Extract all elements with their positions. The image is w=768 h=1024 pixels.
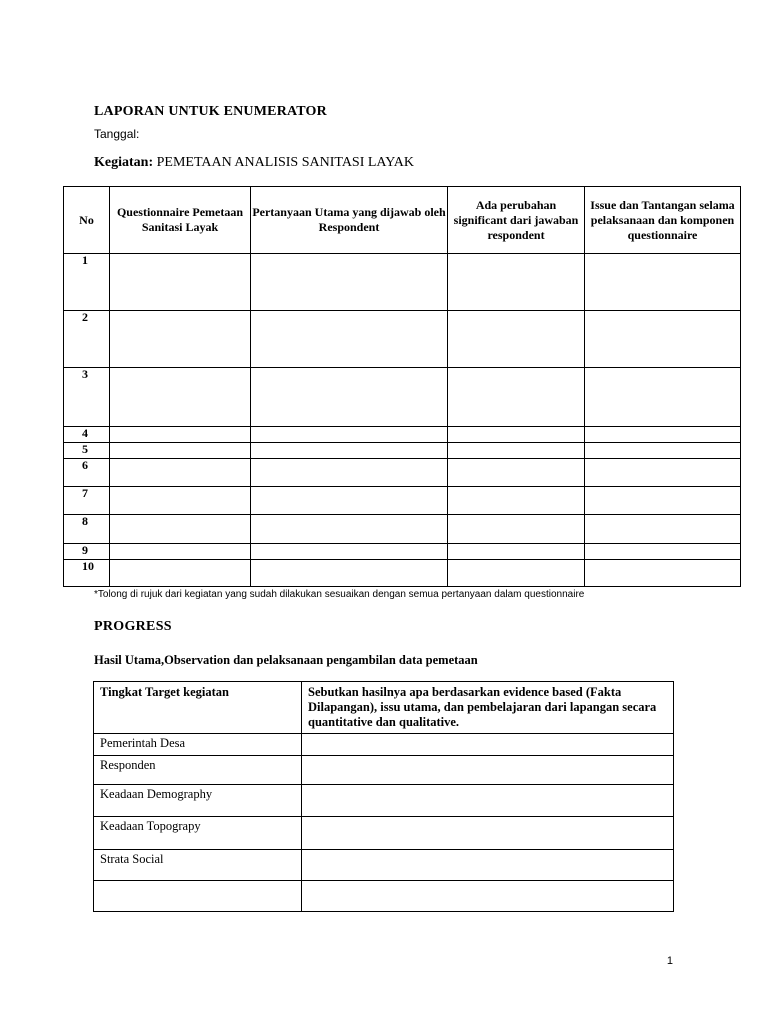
report-title: LAPORAN UNTUK ENUMERATOR [94,104,327,119]
table-cell [251,427,448,443]
footnote: *Tolong di rujuk dari kegiatan yang sudah dilakukan sesuaikan dengan semua pertanyaan dalam questionnaire [94,589,585,600]
table-row [94,734,674,756]
row-number: 4 [64,427,110,443]
row-number: 7 [64,487,110,515]
table-cell [448,254,585,311]
table-cell [110,368,251,427]
table-cell [585,544,741,560]
row-number: 2 [64,311,110,368]
column-header-main-question: Pertanyaan Utama yang dijawab oleh Respondent [251,187,448,254]
table-cell [448,427,585,443]
table-cell [448,443,585,459]
table-row [64,254,741,311]
table-cell [251,254,448,311]
table-row [94,756,674,785]
progress-heading: PROGRESS [94,619,172,634]
table-row [64,544,741,560]
progress-subtitle: Hasil Utama,Observation dan pelaksanaan pengambilan data pemetaan [94,653,478,667]
table-cell [302,817,674,850]
column-header-no: No [64,187,110,254]
target-label: Pemerintah Desa [94,734,302,756]
table-cell [110,459,251,487]
table-cell [110,515,251,544]
table-cell [110,560,251,587]
table-row [64,443,741,459]
activity-name: PEMETAAN ANALISIS SANITASI LAYAK [156,155,415,170]
table-cell [251,515,448,544]
table-cell [110,427,251,443]
table-cell [448,544,585,560]
table-cell [251,544,448,560]
table-header-row [64,187,741,254]
table-cell [251,459,448,487]
column-header-significant-change: Ada perubahan significant dari jawaban respondent [448,187,585,254]
table-cell [448,515,585,544]
activity-label: Kegiatan: [94,155,154,170]
column-header-results: Sebutkan hasilnya apa berdasarkan evidence based (Fakta Dilapangan), issu utama, dan pembelajaran dari lapangan secara quantitative dan qualitative. [302,682,674,734]
row-number: 10 [64,560,110,587]
table-cell [302,881,674,912]
table-cell [585,254,741,311]
table-row [94,881,674,912]
table-cell [585,515,741,544]
row-number: 9 [64,544,110,560]
activity-heading [94,155,414,171]
table-cell [110,254,251,311]
table-cell [302,785,674,817]
table-row [64,311,741,368]
table-row [64,515,741,544]
table-cell [448,368,585,427]
table-row [64,427,741,443]
table-cell [110,544,251,560]
table-cell [448,459,585,487]
table-header-row [94,682,674,734]
table-row [94,785,674,817]
table-cell [110,311,251,368]
table-cell [302,756,674,785]
row-number: 6 [64,459,110,487]
target-label [94,881,302,912]
target-label: Keadaan Demography [94,785,302,817]
progress-table [93,681,674,912]
table-cell [251,368,448,427]
table-cell [251,560,448,587]
enumerator-table [63,186,741,587]
column-header-target: Tingkat Target kegiatan [94,682,302,734]
table-cell [585,487,741,515]
table-cell [302,850,674,881]
column-header-issues: Issue dan Tantangan selama pelaksanaan dan komponen questionnaire [585,187,741,254]
table-row [64,560,741,587]
table-cell [585,311,741,368]
target-label: Strata Social [94,850,302,881]
table-cell [448,487,585,515]
table-cell [251,443,448,459]
table-cell [585,459,741,487]
table-row [64,368,741,427]
row-number: 3 [64,368,110,427]
row-number: 1 [64,254,110,311]
date-label: Tanggal: [94,127,140,141]
table-cell [585,560,741,587]
row-number: 8 [64,515,110,544]
column-header-questionnaire: Questionnaire Pemetaan Sanitasi Layak [110,187,251,254]
table-cell [110,487,251,515]
target-label: Responden [94,756,302,785]
table-row [64,487,741,515]
table-cell [585,427,741,443]
row-number: 5 [64,443,110,459]
table-cell [251,311,448,368]
table-cell [302,734,674,756]
table-cell [110,443,251,459]
target-label: Keadaan Topograpy [94,817,302,850]
table-row [94,817,674,850]
table-cell [448,311,585,368]
table-cell [448,560,585,587]
table-cell [251,487,448,515]
table-row [64,459,741,487]
table-row [94,850,674,881]
table-cell [585,368,741,427]
table-cell [585,443,741,459]
page-number: 1 [666,955,673,967]
